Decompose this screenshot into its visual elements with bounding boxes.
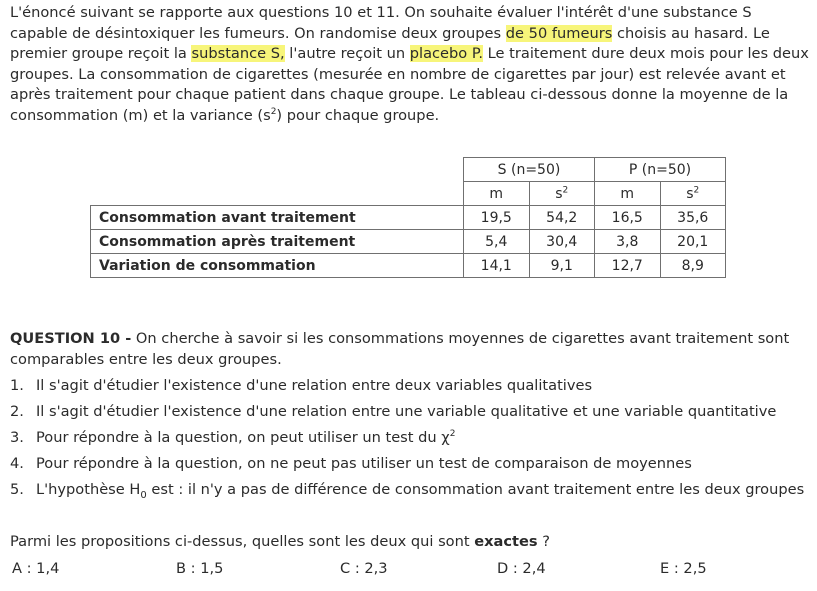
intro-text-1: L'énoncé suivant se rapporte aux questions 10 et 11. On souhaite évaluer l'intérêt d'une substance S capable de désintoxiquer les fumeurs. On randomise deux groupes	[10, 4, 752, 42]
s-col-sup: 2	[562, 184, 569, 195]
question-10	[10, 328, 810, 370]
s-col-s2	[529, 182, 595, 206]
prompt-text: Parmi les propositions ci-dessus, quelles sont les deux qui sont	[10, 533, 475, 550]
results-table	[90, 157, 726, 278]
proposition-text: Il s'agit d'étudier l'existence d'une relation entre deux variables qualitatives	[36, 377, 593, 394]
question-title: QUESTION 10 -	[10, 330, 132, 347]
s-col-s-label: s	[555, 185, 563, 202]
cell-p-s2: 35,6	[660, 206, 726, 230]
answer-option-b[interactable]: B : 1,5	[176, 560, 224, 577]
table-corner	[91, 158, 464, 206]
group-p-header: P (n=50)	[595, 158, 726, 182]
row-label: Variation de consommation	[91, 254, 464, 278]
table-header-groups	[91, 158, 726, 182]
table-row	[91, 230, 726, 254]
s-col-m: m	[464, 182, 530, 206]
proposition-number: 3.	[10, 429, 24, 446]
cell-s-m: 5,4	[464, 230, 530, 254]
highlight-placebo-p: placebo P.	[409, 45, 484, 63]
cell-s-m: 14,1	[464, 254, 530, 278]
cell-p-m: 16,5	[595, 206, 661, 230]
row-label: Consommation avant traitement	[91, 206, 464, 230]
table-row	[91, 206, 726, 230]
answer-option-e[interactable]: E : 2,5	[660, 560, 707, 577]
h0-subscript: 0	[140, 489, 147, 501]
proposition-number: 4.	[10, 455, 24, 472]
chi-square-superscript: 2	[449, 429, 456, 440]
cell-s-s2: 9,1	[529, 254, 595, 278]
proposition-number: 1.	[10, 377, 24, 394]
cell-p-m: 3,8	[595, 230, 661, 254]
list-item	[10, 373, 810, 399]
answer-option-a[interactable]: A : 1,4	[12, 560, 60, 577]
highlight-substance-s: substance S,	[191, 45, 285, 63]
proposition-text: Pour répondre à la question, on peut utiliser un test du χ	[36, 429, 450, 446]
question-text: On cherche à savoir si les consommations moyennes de cigarettes avant traitement sont comparables entre les deux groupes.	[10, 330, 790, 368]
prompt-end: ?	[537, 533, 550, 550]
cell-s-s2: 54,2	[529, 206, 595, 230]
table-row	[91, 254, 726, 278]
group-s-header: S (n=50)	[464, 158, 595, 182]
prompt-bold: exactes	[474, 533, 538, 550]
list-item	[10, 451, 810, 477]
answer-prompt	[10, 533, 550, 550]
answer-option-d[interactable]: D : 2,4	[497, 560, 546, 577]
propositions-list	[10, 373, 810, 503]
list-item	[10, 425, 810, 451]
p-col-m: m	[595, 182, 661, 206]
cell-s-m: 19,5	[464, 206, 530, 230]
intro-superscript: 2	[270, 107, 277, 118]
proposition-text: Pour répondre à la question, on ne peut pas utiliser un test de comparaison de moyennes	[36, 455, 692, 472]
row-label: Consommation après traitement	[91, 230, 464, 254]
proposition-number: 5.	[10, 481, 24, 498]
proposition-number: 2.	[10, 403, 24, 420]
intro-paragraph	[10, 3, 810, 127]
proposition-text: L'hypothèse H	[36, 481, 141, 498]
p-col-s-label: s	[686, 185, 694, 202]
highlight-50-fumeurs: de 50 fumeurs	[505, 24, 613, 42]
list-item	[10, 477, 810, 503]
list-item	[10, 399, 810, 425]
intro-text-5: ) pour chaque groupe.	[276, 106, 440, 124]
cell-s-s2: 30,4	[529, 230, 595, 254]
intro-text-4: Le traitement dure deux mois pour les deux groupes. La consommation de cigarettes (mesurée en nombre de cigarettes par jour) est relevée avant et après traitement pour chaque patient dans chaque groupe. Le tableau ci-dessous donne la moyenne de la consommation (m) et la variance (s	[10, 45, 809, 124]
cell-p-s2: 20,1	[660, 230, 726, 254]
intro-text-3: l'autre reçoit un	[284, 45, 410, 63]
proposition-text: Il s'agit d'étudier l'existence d'une relation entre une variable qualitative et une variable quantitative	[36, 403, 777, 420]
proposition-text-continued: est : il n'y a pas de différence de consommation avant traitement entre les deux groupes	[146, 481, 805, 498]
p-col-s2	[660, 182, 726, 206]
answer-options	[0, 560, 817, 582]
cell-p-m: 12,7	[595, 254, 661, 278]
intro-text-2: choisis au hasard. Le premier groupe reçoit la	[10, 24, 770, 63]
cell-p-s2: 8,9	[660, 254, 726, 278]
p-col-sup: 2	[693, 184, 700, 195]
answer-option-c[interactable]: C : 2,3	[340, 560, 388, 577]
